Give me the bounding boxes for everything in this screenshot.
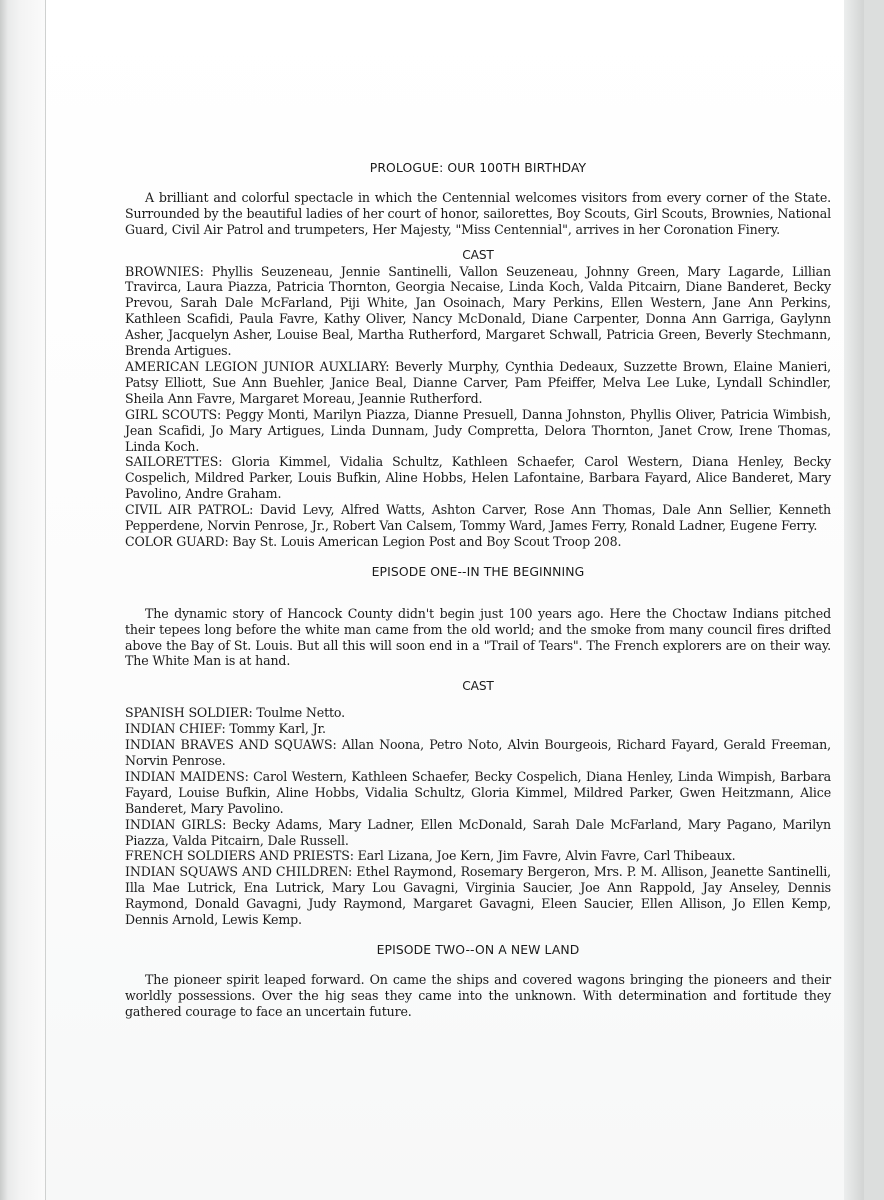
- episode-one-cast-heading: CAST: [462, 679, 494, 694]
- cast-entry-civil-air-patrol: [125, 502, 831, 534]
- episode-one-description: The dynamic story of Hancock County didn't begin just 100 years ago. Here the Choctaw Indians pitched their tepees long before the white man came from the old world; and the smoke from many council fires drifted above the Bay of St. Louis. But all this will soon end in a "Trail of Tears". The French explorers are on their way. The White Man is at hand.: [125, 605, 831, 669]
- role-names: Gloria Kimmel, Vidalia Schultz, Kathleen Schaefer, Carol Western, Diana Henley, Becky Cospelich, Mildred Parker, Louis Bufkin, Aline Hobbs, Helen Lafontaine, Barbara Fayard, Alice Banderet, Mary Pavolino, Andre Graham.: [125, 454, 831, 502]
- paper-stack-edge: [0, 0, 46, 1200]
- role-label: BROWNIES:: [125, 263, 204, 279]
- episode-two-title: EPISODE TWO--ON A NEW LAND: [376, 941, 580, 957]
- role-names: Allan Noona, Petro Noto, Alvin Bourgeois, Richard Fayard, Gerald Freeman, Norvin Penrose.: [125, 737, 831, 768]
- cast-entry-indian-squaws: [125, 864, 831, 928]
- role-names: Becky Adams, Mary Ladner, Ellen McDonald, Sarah Dale McFarland, Mary Pagano, Marilyn Piazza, Valda Pitcairn, Dale Russell.: [125, 816, 831, 848]
- role-label: SAILORETTES:: [125, 454, 223, 470]
- cast-entry-indian-braves: [125, 737, 831, 769]
- role-names: Ethel Raymond, Rosemary Bergeron, Mrs. P. M. Allison, Jeanette Santinelli, Illa Mae Lutrick, Ena Lutrick, Mary Lou Gavagni, Virginia Saucier, Joe Ann Rappold, Jay Anseley, Dennis Raymond, Donald Gavagni, Judy Raymond, Margaret Gavagni, Eleen Saucier, Ellen Allison, Jo Ellen Kemp, Dennis Arnold, Lewis Kemp.: [125, 864, 831, 928]
- page-right-edge: [844, 0, 864, 1200]
- role-label: INDIAN GIRLS:: [125, 816, 227, 832]
- role-label: CIVIL AIR PATROL:: [125, 502, 254, 518]
- cast-entry-color-guard: [125, 534, 831, 550]
- episode-two-description: The pioneer spirit leaped forward. On came the ships and covered wagons bringing the pioneers and their worldly possessions. Over the hig seas they came into the unknown. With determination and fortitude they gathered courage to face an uncertain future.: [125, 971, 831, 1019]
- role-names: Carol Western, Kathleen Schaefer, Becky Cospelich, Diana Henley, Linda Wimpish, Barbara Fayard, Louise Bufkin, Aline Hobbs, Vidalia Schultz, Gloria Kimmel, Mildred Parker, Gwen Heitzmann, Alice Banderet, Mary Pavolino.: [125, 768, 831, 816]
- cast-entry-french-soldiers: [125, 848, 831, 864]
- cast-entry-brownies: [125, 264, 831, 359]
- episode-one-title: EPISODE ONE--IN THE BEGINNING: [371, 563, 585, 579]
- role-names: Beverly Murphy, Cynthia Dedeaux, Suzzette Brown, Elaine Manieri, Patsy Elliott, Sue Ann Buehler, Janice Beal, Dianne Carver, Pam Pfeiffer, Melva Lee Luke, Lyndall Schindler, Sheila Ann Favre, Margaret Moreau, Jeannie Rutherford.: [125, 358, 831, 406]
- role-label: INDIAN CHIEF:: [125, 721, 226, 737]
- cast-entry-indian-maidens: [125, 769, 831, 817]
- role-names: Bay St. Louis American Legion Post and Boy Scout Troop 208.: [232, 533, 622, 549]
- role-label: COLOR GUARD:: [125, 533, 229, 549]
- role-label: FRENCH SOLDIERS AND PRIESTS:: [125, 848, 354, 864]
- role-names: Toulme Netto.: [256, 705, 345, 721]
- cast-entry-indian-chief: [125, 721, 831, 737]
- role-label: SPANISH SOLDIER:: [125, 705, 253, 721]
- role-names: Tommy Karl, Jr.: [229, 721, 326, 737]
- cast-entry-girl-scouts: [125, 407, 831, 455]
- role-names: Phyllis Seuzeneau, Jennie Santinelli, Vallon Seuzeneau, Johnny Green, Mary Lagarde, Lillian Travirca, Laura Piazza, Patricia Thornton, Georgia Necaise, Linda Koch, Valda Pitcairn, Diane Banderet, Becky Prevou, Sarah Dale McFarland, Piji White, Jan Osoinach, Mary Perkins, Ellen Western, Jane Ann Perkins, Kathleen Scafidi, Paula Favre, Kathy Oliver, Nancy McDonald, Diane Carpenter, Donna Ann Garriga, Gaylynn Asher, Jacquelyn Asher, Louise Beal, Martha Rutherford, Margaret Schwall, Patricia Green, Beverly Stechmann, Brenda Artigues.: [125, 263, 832, 359]
- program-text: [125, 160, 831, 1020]
- prologue-description: A brilliant and colorful spectacle in which the Centennial welcomes visitors from every corner of the State. Surrounded by the beautiful ladies of her court of honor, sailorettes, Boy Scouts, Girl Scouts, Brownies, National Guard, Civil Air Patrol and trumpeters, Her Majesty, "Miss Centennial", arrives in her Coronation Finery.: [125, 189, 831, 237]
- cast-entry-indian-girls: [125, 817, 831, 849]
- role-names: David Levy, Alfred Watts, Ashton Carver, Rose Ann Thomas, Dale Ann Sellier, Kenneth Pepperdene, Norvin Penrose, Jr., Robert Van Calsem, Tommy Ward, James Ferry, Ronald Ladner, Eugene Ferry.: [125, 502, 832, 534]
- role-names: Earl Lizana, Joe Kern, Jim Favre, Alvin Favre, Carl Thibeaux.: [357, 848, 736, 864]
- prologue-cast-heading: CAST: [462, 247, 494, 262]
- role-label: INDIAN BRAVES AND SQUAWS:: [125, 737, 337, 753]
- role-label: GIRL SCOUTS:: [125, 406, 222, 422]
- role-label: INDIAN MAIDENS:: [125, 768, 249, 784]
- role-label: INDIAN SQUAWS AND CHILDREN:: [125, 864, 353, 880]
- role-label: AMERICAN LEGION JUNIOR AUXLIARY:: [125, 358, 390, 374]
- cast-entry-legion-auxiliary: [125, 359, 831, 407]
- role-names: Peggy Monti, Marilyn Piazza, Dianne Presuell, Danna Johnston, Phyllis Oliver, Patricia Wimbish, Jean Scafidi, Jo Mary Artigues, Linda Dunnam, Judy Compretta, Delora Thornton, Janet Crow, Irene Thomas, Linda Koch.: [125, 406, 831, 454]
- cast-entry-spanish-soldier: [125, 705, 831, 721]
- prologue-title: PROLOGUE: OUR 100TH BIRTHDAY: [369, 160, 587, 175]
- cast-entry-sailorettes: [125, 454, 831, 502]
